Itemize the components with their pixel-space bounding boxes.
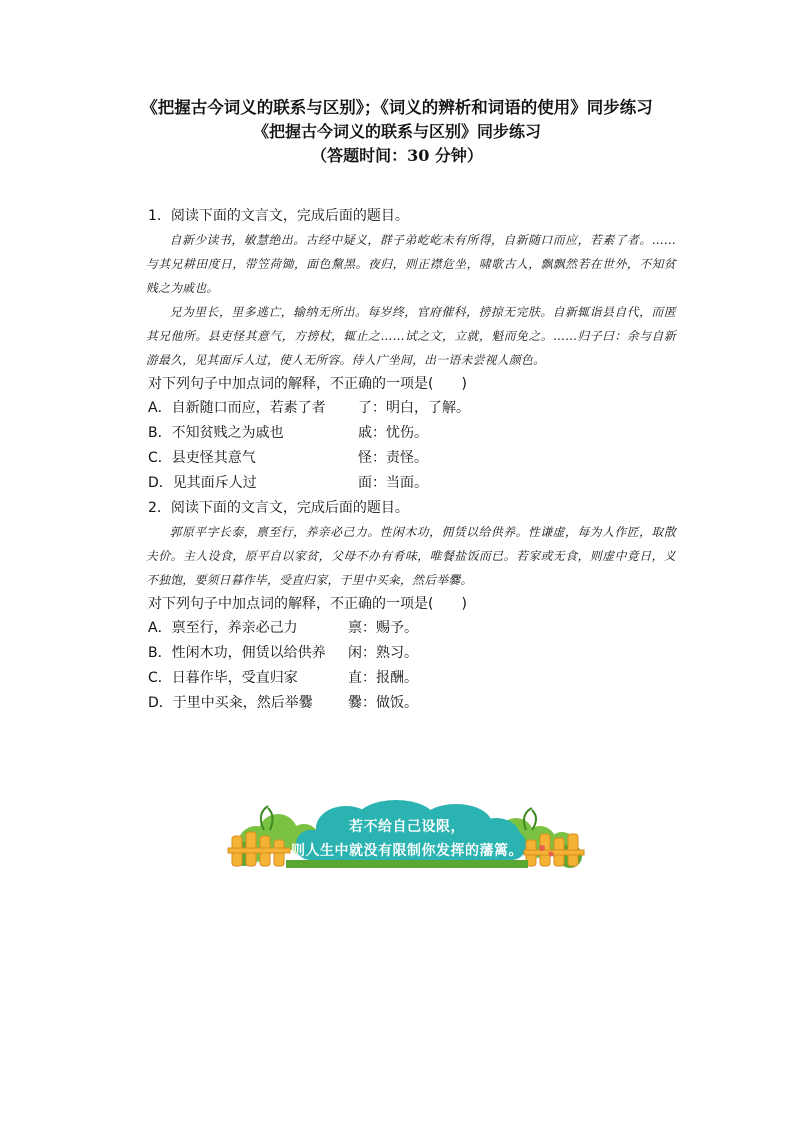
q1-passage-para-1: 自新少读书，敏慧绝出。古经中疑义，群子弟屹屹未有所得，自新随口而应，若素了者。……与其兄耕田度日，带笠荷锄，面色黧黑。夜归，则正襟危坐，啸歌古人，飘飘然若在世外，不知贫贱之为戚也。 — [146, 233, 676, 295]
q1-option-b — [146, 421, 676, 446]
q2-option-a — [146, 616, 676, 641]
exercise-content — [146, 204, 676, 716]
q2-option-c — [146, 666, 676, 691]
page-title: 《把握古今词义的联系与区别》；《词义的辨析和词语的使用》同步练习 — [141, 98, 653, 117]
option-text: B．性闲木功，佣赁以给供养 — [148, 645, 326, 661]
option-explanation: 了：明白，了解。 — [358, 400, 470, 416]
q1-passage-para-2: 兄为里长，里多逃亡，输纳无所出。每岁终，官府催科，搒掠无完肤。自新辄诣县自代，而匿其兄他所。县吏怪其意气，方搒杖，辄止之……试之文，立就，魁而免之。……归子曰：余与自新游最久，见其面斥人过，使人无所容。侍人广坐间，出一语未尝视人颜色。 — [146, 305, 676, 367]
option-text: C．县吏怪其意气 — [148, 450, 256, 466]
option-text: C．日暮作毕，受直归家 — [148, 670, 298, 686]
time-note: （答题时间：30 分钟） — [311, 146, 483, 165]
option-explanation: 直：报酬。 — [348, 670, 418, 686]
option-text: A．自新随口而应，若素了者 — [148, 400, 326, 416]
q1-option-d — [146, 471, 676, 496]
q2-option-d — [146, 691, 676, 716]
q1-prompt: 对下列句子中加点词的解释，不正确的一项是( ) — [148, 376, 467, 392]
q1-option-a — [146, 396, 676, 421]
option-text: B．不知贫贱之为戚也 — [148, 425, 284, 441]
option-explanation: 禀：赐予。 — [348, 620, 418, 636]
option-explanation: 戚：忧伤。 — [358, 425, 428, 441]
question-1-heading: 1．阅读下面的文言文，完成后面的题目。 — [148, 208, 409, 224]
banner-line-1: 若不给自己设限， — [349, 819, 465, 835]
option-text: D．于里中买籴，然后举爨 — [148, 695, 313, 711]
q2-option-b — [146, 641, 676, 666]
option-explanation: 怪：责怪。 — [358, 450, 428, 466]
q2-passage-para-1: 郭原平字长泰，禀至行，养亲必己力。性闲木功，佣赁以给供养。性谦虚，每为人作匠，取散夫价。主人设食，原平自以家贫，父母不办有肴味，唯餐盐饭而已。若家或无食，则虚中竟日，义不独饱，要须日暮作毕，受直归家，于里中买籴，然后举爨。 — [146, 525, 676, 587]
banner-line-2: 则人生中就没有限制你发挥的藩篱。 — [291, 843, 523, 859]
banner-illustration — [226, 800, 588, 872]
ground-strip — [286, 860, 528, 868]
question-2-heading: 2．阅读下面的文言文，完成后面的题目。 — [148, 500, 409, 516]
option-explanation: 爨：做饭。 — [348, 695, 418, 711]
q2-prompt: 对下列句子中加点词的解释，不正确的一项是( ) — [148, 596, 467, 612]
motivational-banner — [226, 800, 588, 872]
option-explanation: 闲：熟习。 — [348, 645, 418, 661]
title-block — [0, 96, 794, 168]
q1-option-c — [146, 446, 676, 471]
page-subtitle: 《把握古今词义的联系与区别》同步练习 — [252, 122, 541, 141]
option-explanation: 面：当面。 — [358, 475, 428, 491]
option-text: A．禀至行，养亲必己力 — [148, 620, 298, 636]
option-text: D．见其面斥人过 — [148, 475, 257, 491]
